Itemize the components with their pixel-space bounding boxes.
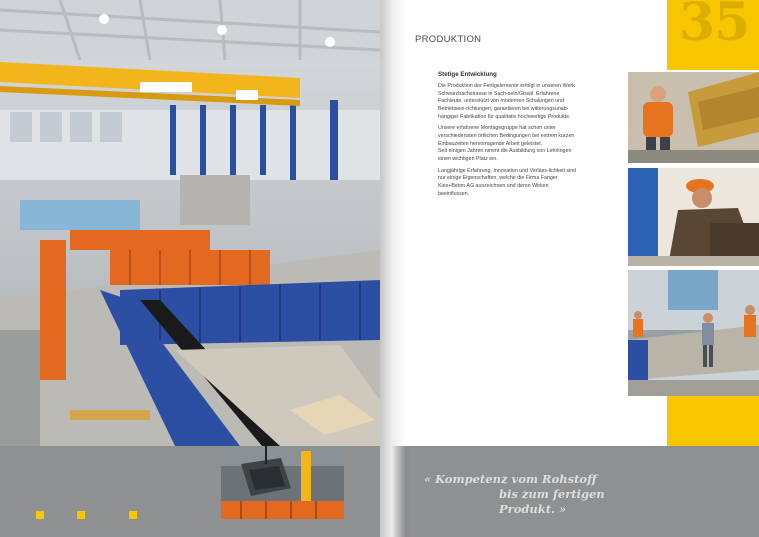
- slogan-text-1: Kompetenz vom Rohstoff: [435, 472, 597, 486]
- decorative-yellow-square: [129, 511, 137, 519]
- worker-hardhat-photo: [628, 168, 759, 266]
- article-paragraph: Langjährige Erfahrung, Innovation und Verläss-lichkeit sind nur einige Eigenschaften, welche die Firma Fanger Kies+Beton AG auszeichnen und deren Wirken beeinflussen.: [438, 167, 577, 197]
- slogan-line-1: [424, 472, 654, 487]
- decorative-yellow-square: [36, 511, 44, 519]
- quote-open-mark: «: [424, 472, 432, 486]
- workers-formwork-photo: [628, 270, 759, 396]
- worker-welding-photo: [628, 72, 759, 163]
- worker-welding-illustration: [628, 72, 759, 163]
- page-gutter: [380, 0, 406, 537]
- crane-lifting-illustration: [221, 446, 344, 519]
- article-paragraph: Unsere erfahrene Montagegruppe hat schon unter verschiedensten örtlichen Bedingungen bei extrem kurzen Einbauzeiten hervorragende Arbeit geleistet.: [438, 125, 575, 147]
- factory-hall-photo: [0, 0, 380, 446]
- quote-close-mark: »: [559, 501, 567, 516]
- slogan-quote: [424, 472, 654, 517]
- article-text: [438, 71, 578, 202]
- article-paragraph: Seit einigen Jahren nimmt die Ausbildung von Lehrlingen einen wichtigen Platz ein.: [438, 148, 572, 163]
- factory-hall-illustration: [0, 0, 380, 446]
- workers-formwork-illustration: [628, 270, 759, 396]
- decorative-yellow-square: [77, 511, 85, 519]
- worker-hardhat-illustration: [628, 168, 759, 266]
- yellow-accent-block: [667, 396, 759, 446]
- section-label: PRODUKTION: [415, 34, 482, 45]
- crane-lifting-photo: [221, 446, 344, 519]
- article-paragraph: Die Produktion der Fertigelemente erfolgt in unseren Werk Schwarzbachstrasse in Sach-seln/Giswil. Erfahrene Fachleute, unterstützt von modernen Schalungen und Betriebsein-richtungen, garantieren bei witterungsunab-hängiger Fabrikation für qualitativ hochwertige Produkte.: [438, 83, 575, 120]
- slogan-text-2: bis zum fertigen Produkt.: [499, 486, 605, 516]
- page-number: 35: [679, 0, 750, 53]
- article-heading: Stetige Entwicklung: [438, 71, 497, 78]
- slogan-line-2: [424, 487, 654, 517]
- page-number-block: [667, 0, 759, 70]
